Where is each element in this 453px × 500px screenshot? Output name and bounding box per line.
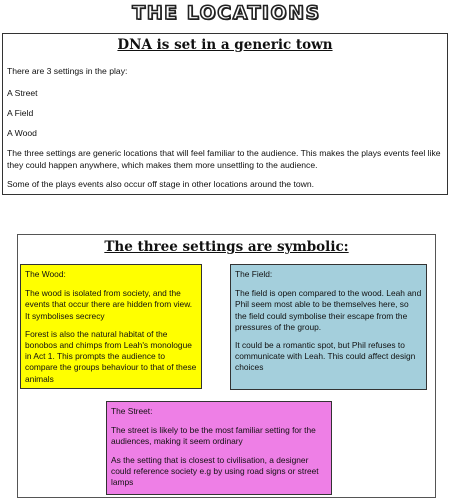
street-card-text-1: The street is likely to be the most familiar setting for the audiences, making it seem ordinary <box>111 425 316 447</box>
settings-intro-text: There are 3 settings in the play: <box>7 66 128 76</box>
setting-intro-box <box>2 33 448 195</box>
field-card-text-1: The field is open compared to the wood. Leah and Phil seem most able to be themselves here, so the field could symbolise their escape from the pressures of the group. <box>235 288 422 332</box>
street-card <box>106 401 332 495</box>
field-card-title: The Field: <box>235 269 273 279</box>
wood-card-title: The Wood: <box>25 269 66 279</box>
field-card <box>230 264 427 390</box>
section2-heading: The three settings are symbolic: <box>104 239 349 255</box>
street-card-title: The Street: <box>111 406 153 416</box>
page-title: THE LOCATIONS <box>132 2 321 24</box>
setting-item-street: A Street <box>7 88 38 98</box>
settings-paragraph-1: The three settings are generic locations that will feel familiar to the audience. This makes the plays events feel like they could happen anywhere, which makes them more unsettling to the audience. <box>7 148 441 170</box>
wood-card <box>20 264 202 389</box>
symbolic-settings-box <box>17 234 436 498</box>
section1-heading: DNA is set in a generic town <box>117 37 333 53</box>
wood-card-text-1: The wood is isolated from society, and the events that occur there are hidden from view. It symbolises secrecy <box>25 288 193 321</box>
settings-paragraph-2: Some of the plays events also occur off stage in other locations around the town. <box>7 179 315 189</box>
street-card-text-2: As the setting that is closest to civilisation, a designer could reference society e.g by using road signs or street lamps <box>111 454 319 488</box>
field-card-text-2: It could be a romantic spot, but Phil refuses to communicate with Leah. This could affect design choices <box>235 340 416 373</box>
setting-item-wood: A Wood <box>7 128 37 138</box>
wood-card-text-2: Forest is also the natural habitat of the bonobos and chimps from Leah's monologue in Act 1. This prompts the audience to compare the groups behaviour to that of these animals <box>25 328 197 384</box>
setting-item-field: A Field <box>7 108 34 118</box>
